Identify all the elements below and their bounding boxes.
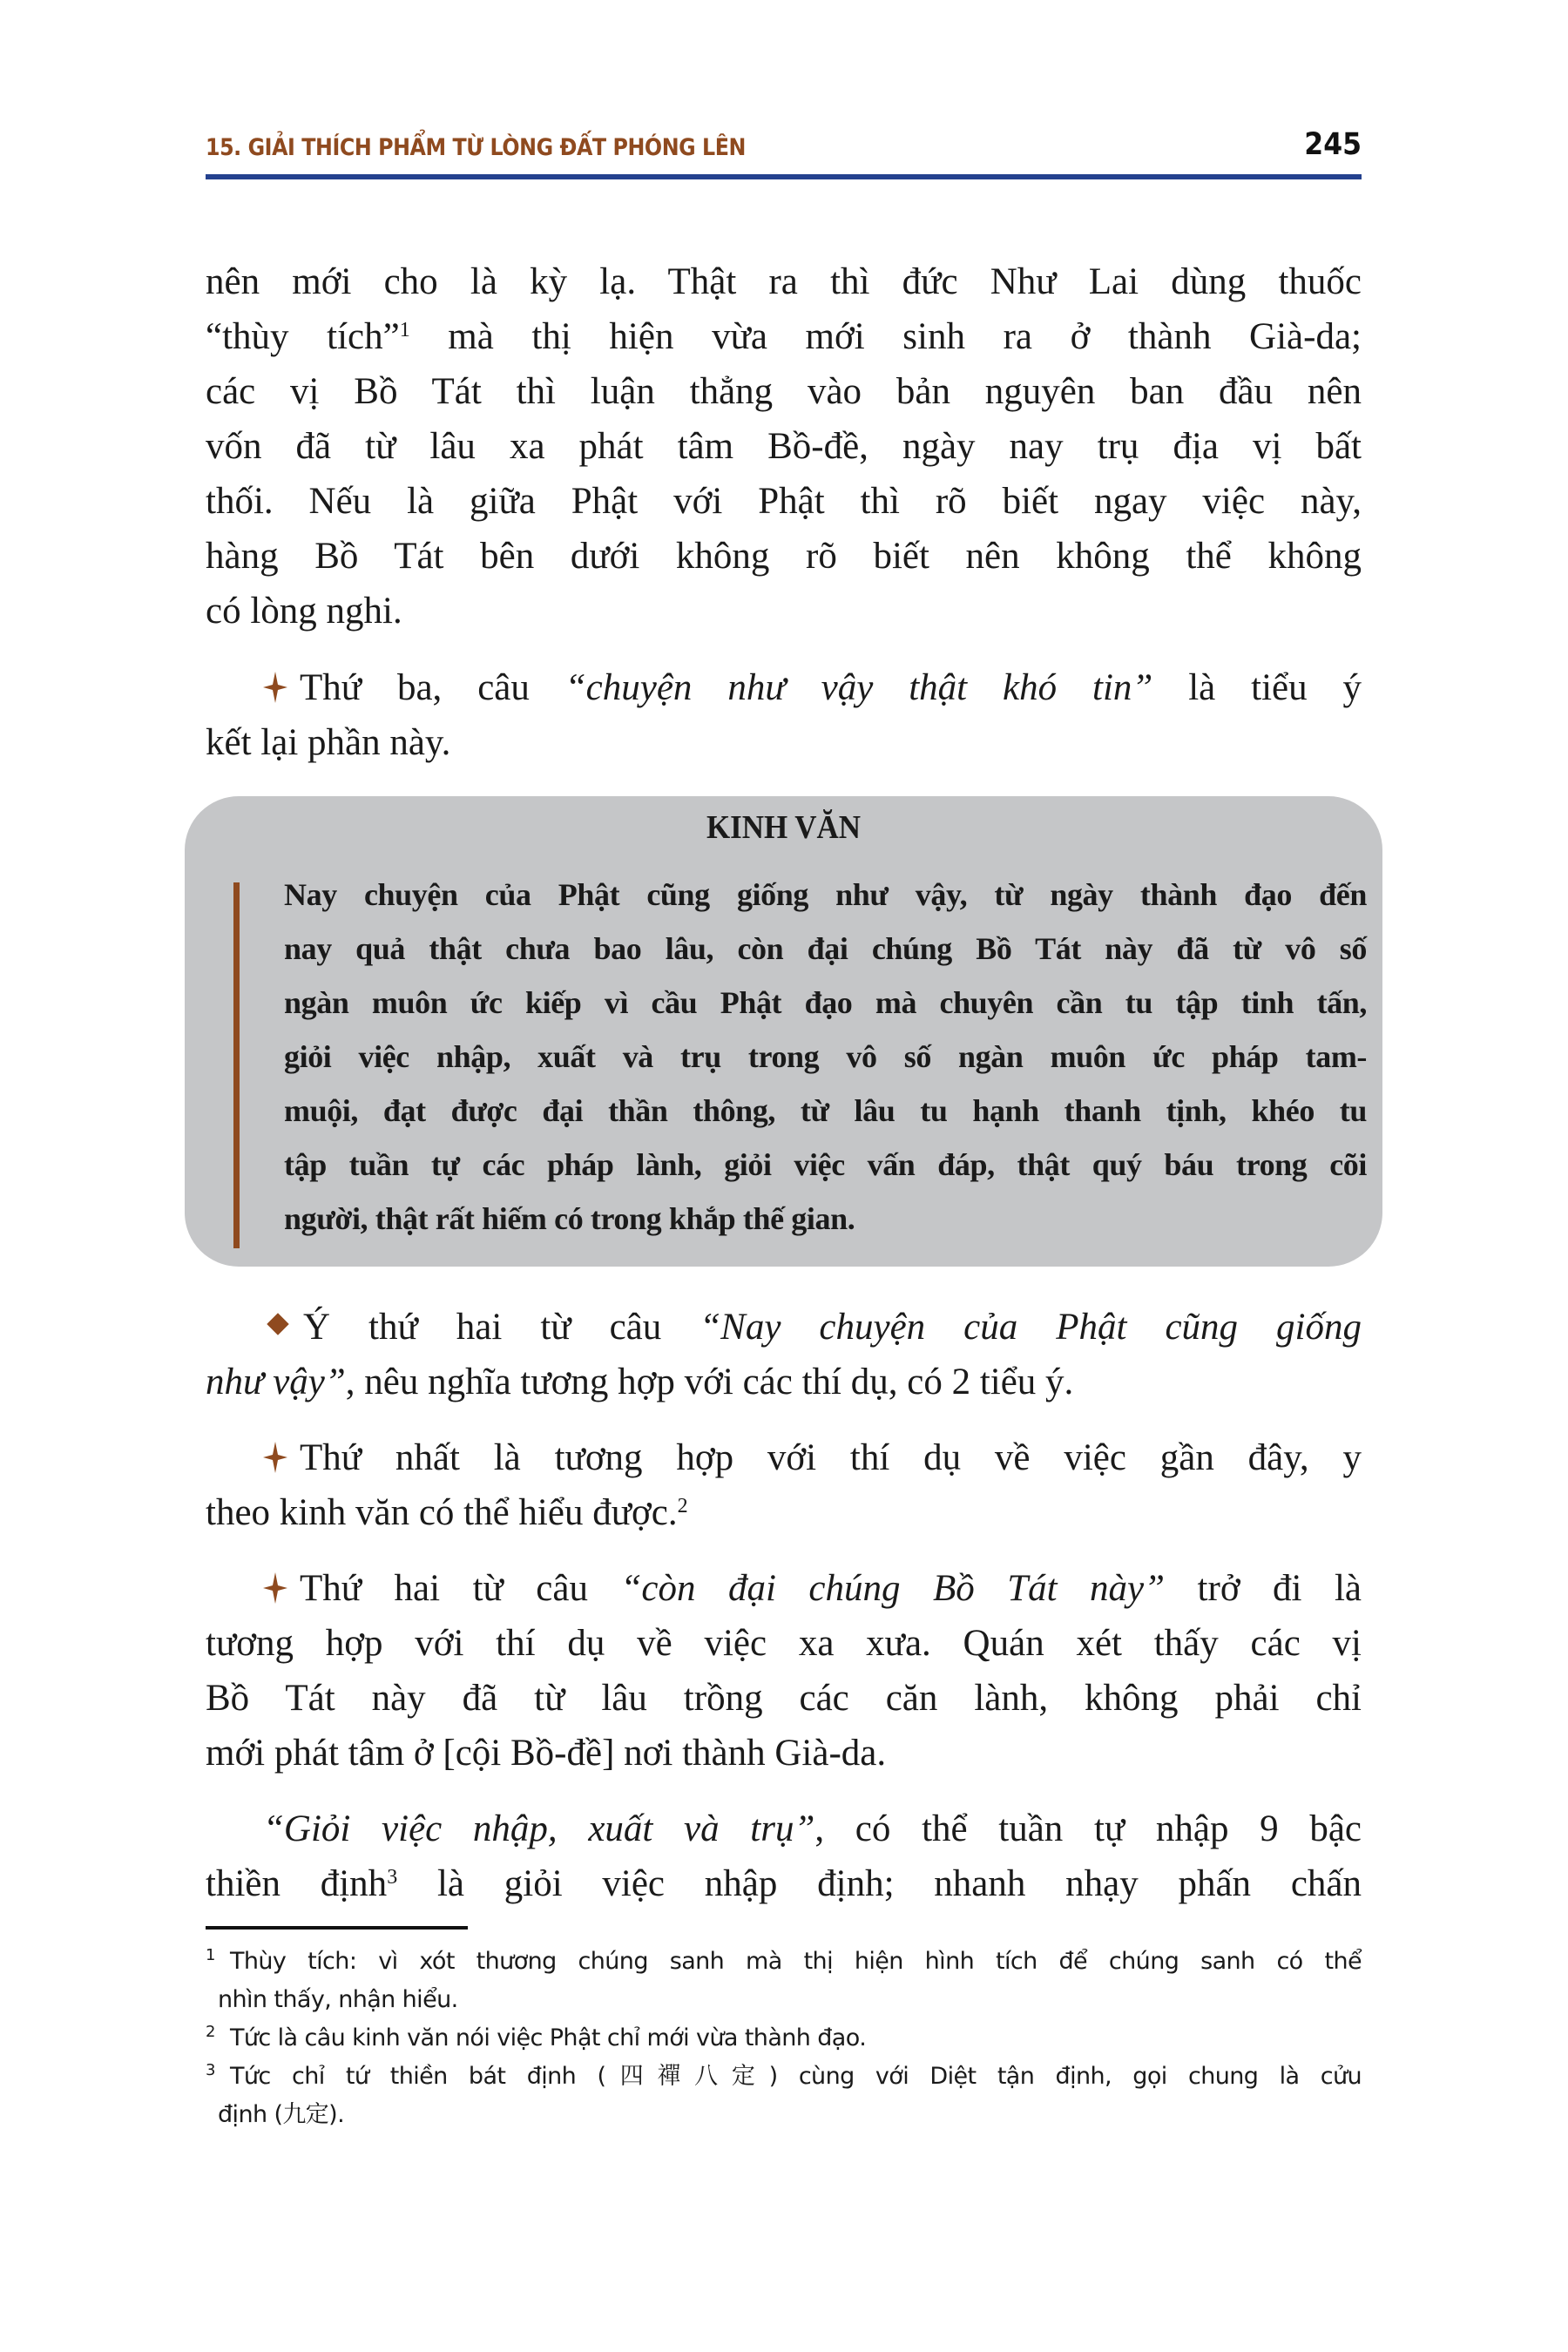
footnote-2: 2 Tức là câu kinh văn nói việc Phật chỉ mới vừa thành đạo. <box>206 2023 867 2051</box>
text-line <box>263 1563 1362 1615</box>
quote-span: “chuyện như vậy thật khó tin” <box>564 667 1153 708</box>
text-line <box>263 1432 1362 1484</box>
footnote-ref-1[interactable]: 1 <box>399 319 410 341</box>
text-line: tương hợp với thí dụ về việc xa xưa. Quán xét thấy các vị <box>206 1623 1362 1664</box>
text-span: theo kinh văn có thể hiểu được. <box>206 1492 678 1533</box>
text-line: nên mới cho là kỳ lạ. Thật ra thì đức Như Lai dùng thuốc <box>206 261 1362 302</box>
scripture-line: Nay chuyện của Phật cũng giống như vậy, từ ngày thành đạo đến <box>284 877 1367 912</box>
scripture-line: nay quả thật chưa bao lâu, còn đại chúng Bồ Tát này đã từ vô số <box>284 931 1367 966</box>
four-point-star-icon <box>263 672 287 703</box>
scripture-line: người, thật rất hiếm có trong khắp thế gian. <box>284 1201 855 1236</box>
quote-span: “còn đại chúng Bồ Tát này” <box>620 1568 1166 1609</box>
scripture-box-title: KINH VĂN <box>706 809 862 846</box>
footnote-ref-3[interactable]: 3 <box>387 1866 398 1889</box>
quote-span: như vậy” <box>206 1362 346 1402</box>
footnote-1-cont: nhìn thấy, nhận hiểu. <box>218 1986 458 2013</box>
scripture-line: muội, đạt được đại thần thông, từ lâu tu hạnh thanh tịnh, khéo tu <box>284 1093 1367 1128</box>
scripture-accent-bar <box>233 882 240 1248</box>
footnote-separator <box>206 1926 468 1930</box>
text-span: mà thị hiện vừa mới sinh ra ở thành Già-da; <box>409 316 1362 357</box>
text-span: Ý thứ hai từ câu <box>303 1307 700 1348</box>
text-span: là giỏi việc nhập định; nhanh nhạy phấn chấn <box>397 1863 1362 1904</box>
header-rule <box>206 174 1362 179</box>
footnote-3-cont: định (九定). <box>218 2101 345 2128</box>
text-span: Thứ nhất là tương hợp với thí dụ về việc gần đây, y <box>300 1437 1362 1478</box>
text-line: mới phát tâm ở [cội Bồ-đề] nơi thành Già-da. <box>206 1733 887 1774</box>
text-line <box>206 1356 1362 1409</box>
footnote-ref-2[interactable]: 2 <box>677 1495 688 1517</box>
text-span: trở đi là <box>1165 1568 1362 1609</box>
text-line <box>263 662 1362 714</box>
page-number: 245 <box>1304 127 1362 162</box>
text-line <box>263 1301 1362 1354</box>
text-line: kết lại phần này. <box>206 722 451 763</box>
scripture-line: giỏi việc nhập, xuất và trụ trong vô số ngàn muôn ức pháp tam- <box>284 1039 1367 1074</box>
quote-span: “Giỏi việc nhập, xuất và trụ” <box>263 1808 815 1849</box>
text-line: Bồ Tát này đã từ lâu trồng các căn lành, không phải chỉ <box>206 1678 1362 1719</box>
text-span: là tiểu ý <box>1152 667 1362 708</box>
text-line: các vị Bồ Tát thì luận thẳng vào bản nguyên ban đầu nên <box>206 371 1362 412</box>
text-line: vốn đã từ lâu xa phát tâm Bồ-đề, ngày nay trụ địa vị bất <box>206 426 1362 467</box>
text-span: Thứ hai từ câu <box>300 1568 621 1609</box>
footnote-text: Tức là câu kinh văn nói việc Phật chỉ mới vừa thành đạo. <box>230 2024 867 2051</box>
text-line: hàng Bồ Tát bên dưới không rõ biết nên không thể không <box>206 536 1362 577</box>
quote-span: “Nay chuyện của Phật cũng giống <box>700 1307 1362 1348</box>
scripture-line: ngàn muôn ức kiếp vì cầu Phật đạo mà chuyên cần tu tập tinh tấn, <box>284 985 1367 1020</box>
footnote-text: Thùy tích: vì xót thương chúng sanh mà thị hiện hình tích để chúng sanh có thể <box>230 1948 1362 1975</box>
footnote-text: Tức chỉ tứ thiền bát định (四禪八定) cùng với Diệt tận định, gọi chung là cửu <box>230 2063 1362 2090</box>
scripture-line: tập tuần tự các pháp lành, giỏi việc vấn đáp, thật quý báu trong cõi <box>284 1147 1367 1182</box>
text-line: thối. Nếu là giữa Phật với Phật thì rõ biết ngay việc này, <box>206 481 1362 522</box>
text-span: , có thể tuần tự nhập 9 bậc <box>814 1808 1362 1849</box>
text-line <box>206 311 1362 363</box>
four-point-star-icon <box>263 1572 287 1604</box>
text-span: Thứ ba, câu <box>300 667 565 708</box>
text-line: có lòng nghi. <box>206 591 402 632</box>
text-line <box>206 1858 1362 1910</box>
text-span: “thùy tích” <box>206 316 400 357</box>
scripture-box <box>185 796 1382 1267</box>
text-span: , nêu nghĩa tương hợp với các thí dụ, có 2 tiểu ý. <box>345 1362 1074 1402</box>
text-span: thiền định <box>206 1863 388 1904</box>
diamond-icon <box>267 1313 288 1335</box>
running-header-chapter-title: 15. GIẢI THÍCH PHẨM TỪ LÒNG ĐẤT PHÓNG LÊN <box>206 134 746 161</box>
text-line <box>263 1803 1362 1855</box>
footnote-3: 3 Tức chỉ tứ thiền bát định (四禪八定) cùng với Diệt tận định, gọi chung là cửu <box>206 2061 1362 2090</box>
footnote-1: 1 Thùy tích: vì xót thương chúng sanh mà thị hiện hình tích để chúng sanh có thể <box>206 1946 1362 1975</box>
text-line <box>206 1487 1362 1539</box>
four-point-star-icon <box>263 1442 287 1473</box>
